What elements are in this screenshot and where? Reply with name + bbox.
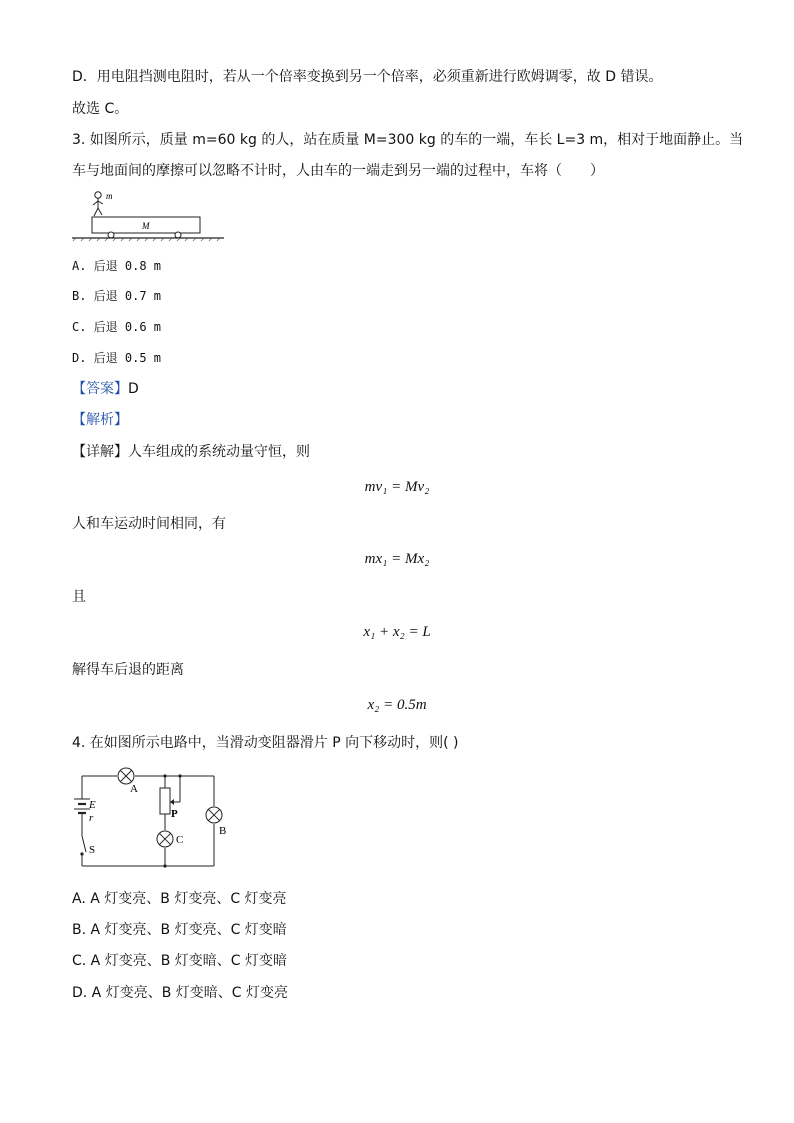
q4-option-c: C. A 灯变亮、B 灯变暗、C 灯变暗 <box>72 953 287 969</box>
cart-figure <box>72 190 232 240</box>
prev-answer-d: D．用电阻挡测电阻时，若从一个倍率变换到另一个倍率，必须重新进行欧姆调零，故 D 错误。 <box>72 69 663 85</box>
equation-displacement: mx₁ = Mx₂ <box>364 551 430 567</box>
q3-option-c: C. 后退 0.6 m <box>72 320 162 334</box>
choose-line: 故选 C。 <box>72 101 129 117</box>
internal-resistance-label: r <box>89 812 94 824</box>
q3-option-d: D. 后退 0.5 m <box>72 351 162 365</box>
equation-result: x₂ = 0.5m <box>367 697 427 713</box>
question-3-stem-line2: 车与地面间的摩擦可以忽略不计时，人由车的一端走到另一端的过程中，车将（ ） <box>72 163 604 179</box>
q4-option-d: D. A 灯变亮、B 灯变暗、C 灯变亮 <box>72 985 288 1001</box>
analysis-heading: 【解析】 <box>72 412 128 428</box>
slider-p-label: P <box>171 808 178 820</box>
answer-line <box>72 380 139 398</box>
q4-option-b: B. A 灯变亮、B 灯变亮、C 灯变暗 <box>72 922 287 938</box>
cart-wheel-right <box>175 232 181 238</box>
lamp-b-label: B <box>219 825 227 837</box>
person-mass-label: m <box>106 191 113 201</box>
cart-wheel-left <box>108 232 114 238</box>
detail-text: 人车组成的系统动量守恒，则 <box>128 444 310 460</box>
circuit-figure <box>72 768 252 878</box>
q3-option-a: A. 后退 0.8 m <box>72 259 162 273</box>
lamp-c <box>157 831 173 847</box>
lamp-a-label: A <box>130 783 138 795</box>
answer-label: 【答案】 <box>72 381 128 397</box>
equation-length: x₁ + x₂ = L <box>363 624 431 640</box>
answer-value: D <box>128 381 139 397</box>
cart-mass-label: M <box>142 221 150 231</box>
and-line: 且 <box>72 589 86 605</box>
switch-label: S <box>89 844 96 856</box>
detail-line <box>72 443 310 461</box>
same-time-line: 人和车运动时间相同，有 <box>72 516 226 532</box>
question-4-stem: 4. 在如图所示电路中，当滑动变阻器滑片 P 向下移动时，则( ) <box>72 735 459 751</box>
q4-option-a: A. A 灯变亮、B 灯变亮、C 灯变亮 <box>72 891 287 907</box>
question-3-stem-line1: 3. 如图所示，质量 m=60 kg 的人，站在质量 M=300 kg 的车的一端，车长 L=3 m，相对于地面静止。当 <box>72 132 744 148</box>
detail-label: 【详解】 <box>72 444 128 460</box>
lamp-b <box>206 807 222 823</box>
solve-line: 解得车后退的距离 <box>72 662 184 678</box>
lamp-a <box>118 768 134 784</box>
equation-momentum: mv₁ = Mv₂ <box>364 479 430 495</box>
q3-option-b: B. 后退 0.7 m <box>72 289 162 303</box>
emf-label: E <box>89 799 96 811</box>
lamp-c-label: C <box>176 834 184 846</box>
